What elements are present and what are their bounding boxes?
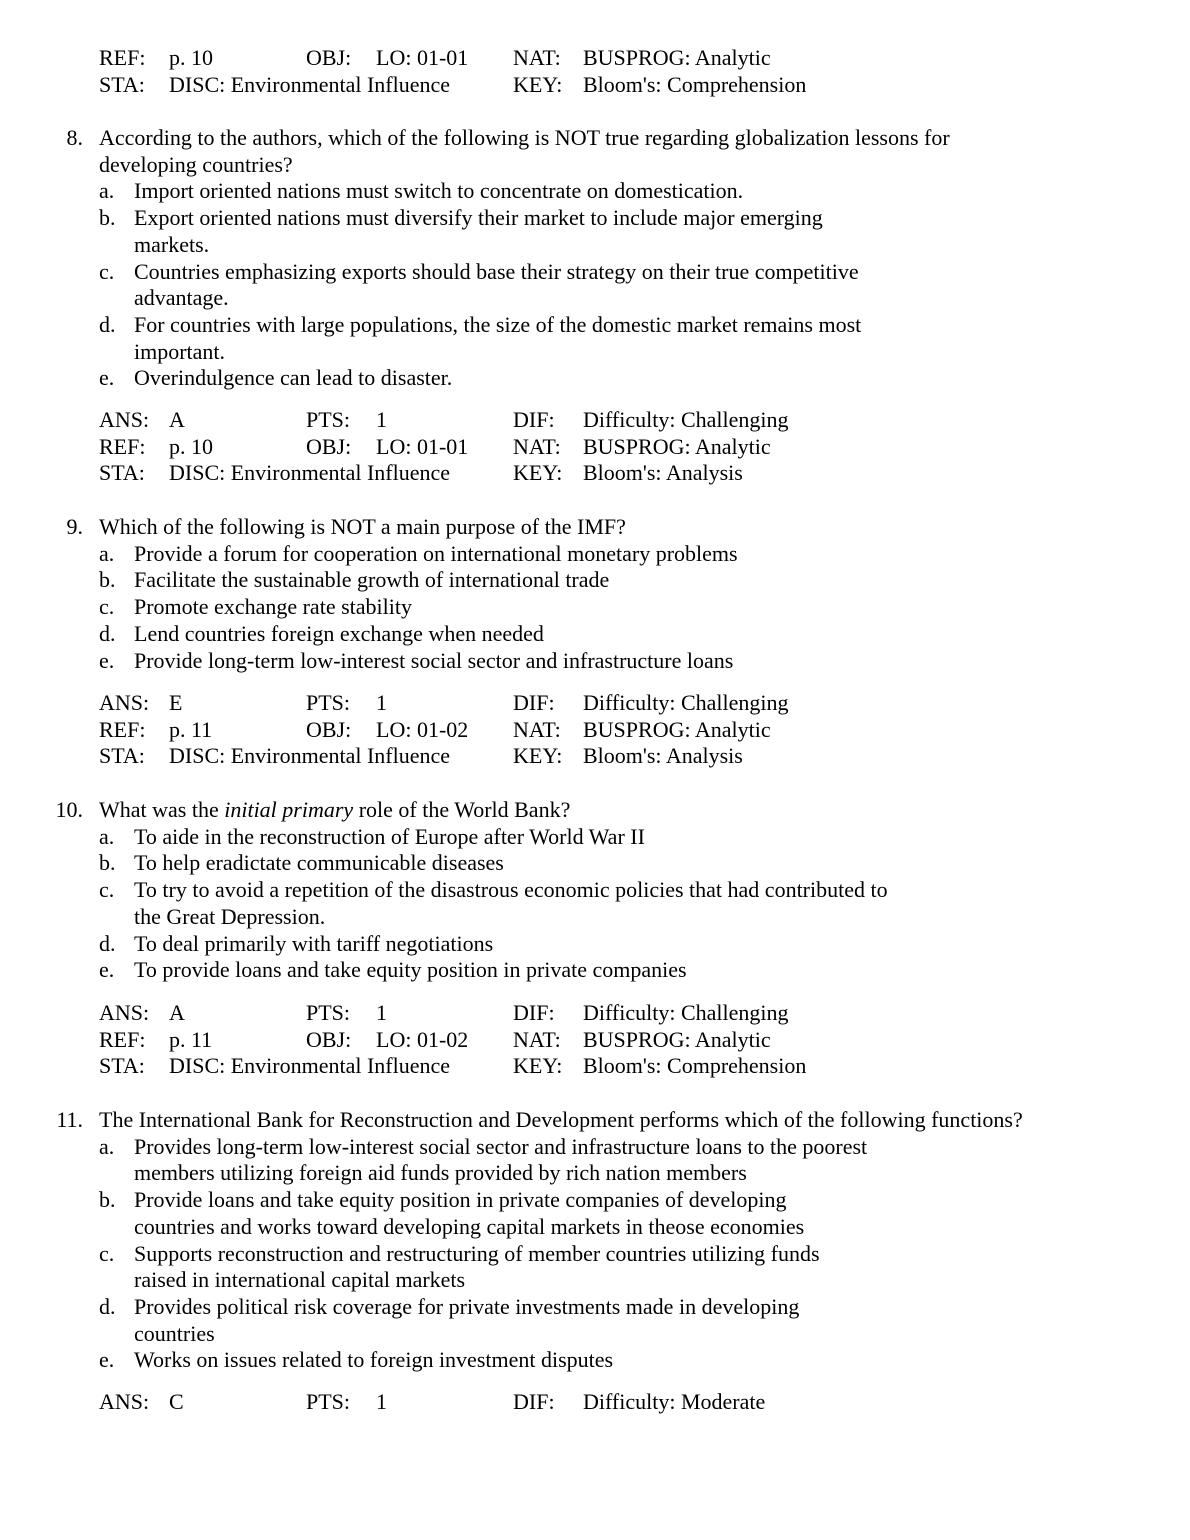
meta-key: NAT: — [513, 1026, 561, 1052]
meta-value: BUSPROG: Analytic — [583, 1026, 771, 1052]
meta-key: PTS: — [306, 690, 351, 715]
question-text: Which of the following is NOT a main purpose of the IMF? — [99, 514, 626, 539]
option-text: Promote exchange rate stability — [134, 594, 412, 620]
option-text: Overindulgence can lead to disaster. — [134, 365, 453, 391]
option-e — [99, 648, 1120, 675]
meta-key: DIF: — [513, 690, 555, 715]
option-letter: c. — [99, 258, 115, 284]
option-letter: d. — [99, 620, 116, 646]
meta-key: REF: — [99, 1026, 146, 1052]
option-d — [99, 931, 1120, 958]
option-a — [99, 541, 1120, 568]
question-text: The International Bank for Reconstruction and Development performs which of the following functions? — [99, 1107, 1023, 1132]
question-9 — [0, 514, 1120, 674]
question-8 — [0, 125, 1120, 392]
meta-row — [99, 460, 999, 487]
option-letter: e. — [99, 647, 115, 673]
meta-value: p. 11 — [169, 1026, 213, 1052]
meta-key: STA: — [99, 71, 145, 97]
meta-key: ANS: — [99, 407, 150, 432]
meta-key: STA: — [99, 1053, 145, 1079]
meta-key: DIF: — [513, 1389, 555, 1414]
meta-key: REF: — [99, 716, 146, 742]
meta-key: OBJ: — [306, 45, 352, 70]
meta-value: 1 — [376, 1000, 387, 1025]
option-letter: c. — [99, 877, 115, 903]
meta-value: LO: 01-02 — [376, 1026, 469, 1052]
meta-value: Bloom's: Comprehension — [583, 1053, 807, 1079]
option-letter: b. — [99, 850, 116, 876]
option-text: Import oriented nations must switch to concentrate on domestication. — [134, 178, 744, 204]
meta-value: 1 — [376, 407, 387, 432]
meta-key: REF: — [99, 433, 146, 459]
meta-block-q10 — [99, 1000, 999, 1080]
question-number: 11. — [56, 1107, 83, 1132]
meta-value: BUSPROG: Analytic — [583, 45, 771, 70]
meta-block-q7 — [99, 45, 999, 98]
option-text: To deal primarily with tariff negotiations — [134, 930, 494, 956]
option-text: For countries with large populations, the size of the domestic market remains most important. — [134, 311, 862, 364]
option-text: Supports reconstruction and restructuring of member countries utilizing funds raised in international capital markets — [134, 1240, 820, 1293]
option-letter: e. — [99, 365, 115, 391]
meta-value: 1 — [376, 690, 387, 715]
meta-key: PTS: — [306, 1000, 351, 1025]
option-letter: a. — [99, 823, 115, 849]
question-text-part: What was the — [99, 797, 225, 822]
question-11 — [0, 1107, 1120, 1374]
option-c — [99, 594, 1120, 621]
option-a — [99, 1134, 1120, 1187]
option-text: To aide in the reconstruction of Europe after World War II — [134, 823, 645, 849]
option-c — [99, 1241, 1120, 1294]
meta-value: DISC: Environmental Influence — [169, 1053, 451, 1079]
meta-key: KEY: — [513, 743, 563, 769]
option-d — [99, 312, 1120, 365]
meta-key: KEY: — [513, 1053, 563, 1079]
option-text: To provide loans and take equity position in private companies — [134, 957, 687, 983]
option-text: Works on issues related to foreign investment disputes — [134, 1347, 614, 1373]
meta-value: DISC: Environmental Influence — [169, 460, 451, 486]
meta-value: Bloom's: Analysis — [583, 743, 743, 769]
meta-key: STA: — [99, 743, 145, 769]
meta-row — [99, 743, 999, 770]
meta-row — [99, 1053, 999, 1080]
option-text: Provide loans and take equity position in private companies of developing countries and works toward developing capital markets in theose economies — [134, 1187, 805, 1239]
meta-row — [99, 1000, 999, 1027]
meta-value: DISC: Environmental Influence — [169, 71, 451, 97]
option-b — [99, 567, 1120, 594]
meta-value: LO: 01-02 — [376, 716, 469, 742]
option-d — [99, 1294, 1120, 1347]
meta-value: LO: 01-01 — [376, 45, 469, 70]
meta-block-q8 — [99, 407, 999, 487]
meta-key: PTS: — [306, 1389, 351, 1414]
option-letter: d. — [99, 311, 116, 337]
question-text — [99, 797, 1120, 824]
question-number: 9. — [66, 514, 83, 539]
meta-value: C — [169, 1389, 184, 1414]
meta-key: DIF: — [513, 1000, 555, 1025]
option-a — [99, 824, 1120, 851]
meta-value: BUSPROG: Analytic — [583, 716, 771, 742]
option-letter: a. — [99, 178, 115, 204]
meta-key: NAT: — [513, 716, 561, 742]
meta-value: Difficulty: Challenging — [583, 690, 789, 715]
meta-key: DIF: — [513, 407, 555, 432]
option-e — [99, 1347, 1120, 1374]
question-text-part: role of the World Bank? — [353, 797, 571, 822]
meta-value: Difficulty: Challenging — [583, 1000, 789, 1025]
option-b — [99, 1187, 1120, 1240]
meta-block-q11 — [99, 1389, 999, 1416]
option-b — [99, 205, 1120, 258]
option-text: To help eradictate communicable diseases — [134, 850, 504, 876]
meta-value: Difficulty: Challenging — [583, 407, 789, 432]
option-e — [99, 957, 1120, 984]
meta-value: Bloom's: Analysis — [583, 460, 743, 486]
question-text-emphasis: initial primary — [224, 797, 354, 822]
option-letter: b. — [99, 567, 116, 593]
meta-key: ANS: — [99, 1000, 150, 1025]
option-letter: b. — [99, 1187, 116, 1213]
meta-key: KEY: — [513, 460, 563, 486]
option-c — [99, 877, 1120, 930]
meta-value: DISC: Environmental Influence — [169, 743, 451, 769]
option-text: Provides long-term low-interest social sector and infrastructure loans to the poorest members utilizing foreign aid funds provided by rich nation members — [134, 1133, 868, 1186]
option-letter: d. — [99, 930, 116, 956]
option-b — [99, 850, 1120, 877]
meta-value: Difficulty: Moderate — [583, 1389, 766, 1414]
meta-value: A — [169, 1000, 185, 1025]
meta-value: A — [169, 407, 185, 432]
meta-key: REF: — [99, 45, 146, 70]
meta-key: STA: — [99, 460, 145, 486]
meta-key: NAT: — [513, 45, 561, 70]
meta-key: OBJ: — [306, 433, 352, 459]
meta-value: Bloom's: Comprehension — [583, 71, 807, 97]
option-text: Provide long-term low-interest social sector and infrastructure loans — [134, 647, 734, 673]
option-text: Facilitate the sustainable growth of international trade — [134, 567, 610, 593]
meta-key: OBJ: — [306, 716, 352, 742]
meta-block-q9 — [99, 690, 999, 770]
option-letter: d. — [99, 1293, 116, 1319]
meta-key: KEY: — [513, 71, 563, 97]
option-letter: a. — [99, 1133, 115, 1159]
option-a — [99, 178, 1120, 205]
option-e — [99, 365, 1120, 392]
meta-row — [99, 434, 999, 461]
meta-row — [99, 1027, 999, 1054]
meta-key: OBJ: — [306, 1026, 352, 1052]
question-text: According to the authors, which of the following is NOT true regarding globalization lessons for developing countries? — [99, 125, 950, 177]
meta-key: NAT: — [513, 433, 561, 459]
question-number: 8. — [66, 125, 83, 150]
option-letter: e. — [99, 1347, 115, 1373]
meta-key: ANS: — [99, 690, 150, 715]
option-letter: e. — [99, 957, 115, 983]
meta-row — [99, 45, 999, 72]
meta-value: BUSPROG: Analytic — [583, 433, 771, 459]
option-text: Provides political risk coverage for private investments made in developing countries — [134, 1293, 800, 1346]
meta-value: 1 — [376, 1389, 387, 1414]
meta-value: p. 11 — [169, 716, 213, 742]
meta-row — [99, 407, 999, 434]
option-text: Export oriented nations must diversify their market to include major emerging markets. — [134, 205, 823, 257]
meta-row — [99, 690, 999, 717]
meta-row — [99, 1389, 999, 1416]
meta-value: E — [169, 690, 183, 715]
meta-value: p. 10 — [169, 433, 213, 459]
option-text: Lend countries foreign exchange when needed — [134, 620, 544, 646]
option-letter: c. — [99, 1240, 115, 1266]
meta-value: p. 10 — [169, 45, 213, 70]
question-number: 10. — [55, 797, 83, 822]
option-letter: b. — [99, 205, 116, 231]
option-text: To try to avoid a repetition of the disastrous economic policies that had contributed to the Great Depression. — [134, 877, 888, 929]
option-c — [99, 259, 1120, 312]
option-letter: a. — [99, 540, 115, 566]
meta-value: LO: 01-01 — [376, 433, 469, 459]
option-d — [99, 621, 1120, 648]
meta-key: PTS: — [306, 407, 351, 432]
question-10 — [0, 797, 1120, 984]
meta-row — [99, 717, 999, 744]
meta-row — [99, 72, 999, 99]
option-text: Countries emphasizing exports should base their strategy on their true competitive advantage. — [134, 258, 859, 311]
meta-key: ANS: — [99, 1389, 150, 1414]
option-text: Provide a forum for cooperation on international monetary problems — [134, 540, 738, 566]
option-letter: c. — [99, 594, 115, 620]
